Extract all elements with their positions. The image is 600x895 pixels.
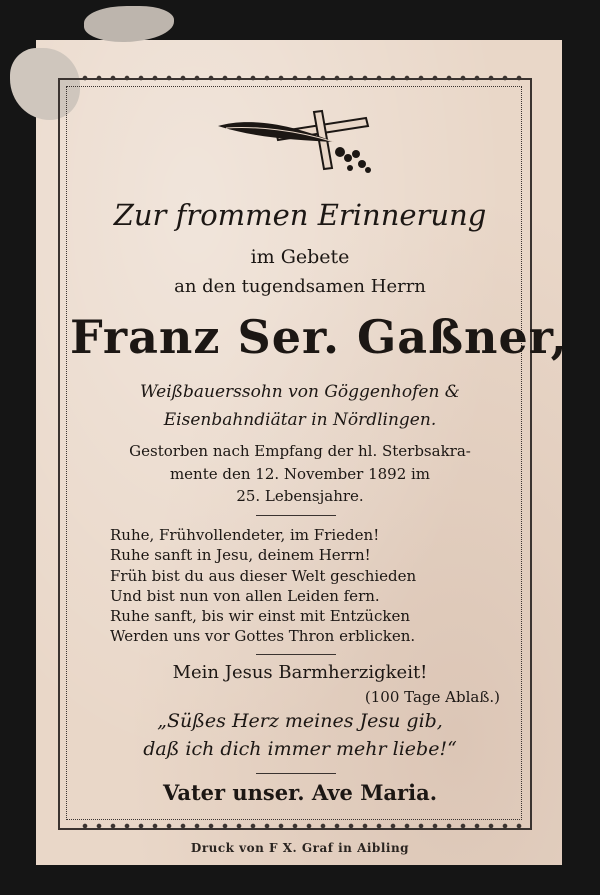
divider bbox=[256, 515, 336, 516]
deceased-name: Franz Ser. Gaßner, bbox=[70, 310, 568, 364]
divider bbox=[256, 773, 336, 774]
death-notice: 25. Lebensjahre. bbox=[236, 487, 364, 505]
card-subheading: im Gebete bbox=[250, 246, 350, 268]
verse-line: Ruhe sanft, bis wir einst mit Entzücken bbox=[110, 607, 410, 626]
card-heading: Zur frommen Erinnerung bbox=[113, 198, 487, 232]
ornament-border-bottom bbox=[78, 821, 524, 831]
verse-line: Ruhe, Frühvollendeter, im Frieden! bbox=[110, 526, 380, 544]
verse-line: Werden uns vor Gottes Thron erblicken. bbox=[110, 627, 416, 646]
memorial-verse bbox=[110, 525, 490, 647]
divider bbox=[256, 654, 336, 655]
deceased-description: Weißbauerssohn von Göggenhofen & bbox=[140, 382, 460, 402]
paper-tear bbox=[84, 6, 174, 42]
death-notice: Gestorben nach Empfang der hl. Sterbsakra- bbox=[129, 442, 471, 460]
verse-line: Ruhe sanft in Jesu, deinem Herrn! bbox=[110, 546, 371, 565]
cross-with-quill-icon bbox=[216, 108, 376, 182]
deceased-description: Eisenbahndiätar in Nördlingen. bbox=[163, 410, 437, 430]
ornament-border-top bbox=[78, 73, 524, 83]
final-prayers: Vater unser. Ave Maria. bbox=[162, 780, 437, 805]
verse-line: Und bist nun von allen Leiden fern. bbox=[110, 586, 380, 605]
prayer-quote: „Süßes Herz meines Jesu gib, bbox=[157, 710, 443, 732]
indulgence-note: (100 Tage Ablaß.) bbox=[364, 688, 500, 706]
verse-line: Früh bist du aus dieser Welt geschieden bbox=[110, 566, 417, 585]
printer-credit: Druck von F X. Graf in Aibling bbox=[190, 841, 410, 855]
death-notice: mente den 12. November 1892 im bbox=[169, 465, 431, 483]
prayer-line: Mein Jesus Barmherzigkeit! bbox=[172, 662, 428, 683]
prayer-quote: daß ich dich immer mehr liebe!“ bbox=[143, 738, 457, 760]
card-subheading: an den tugendsamen Herrn bbox=[174, 276, 426, 297]
